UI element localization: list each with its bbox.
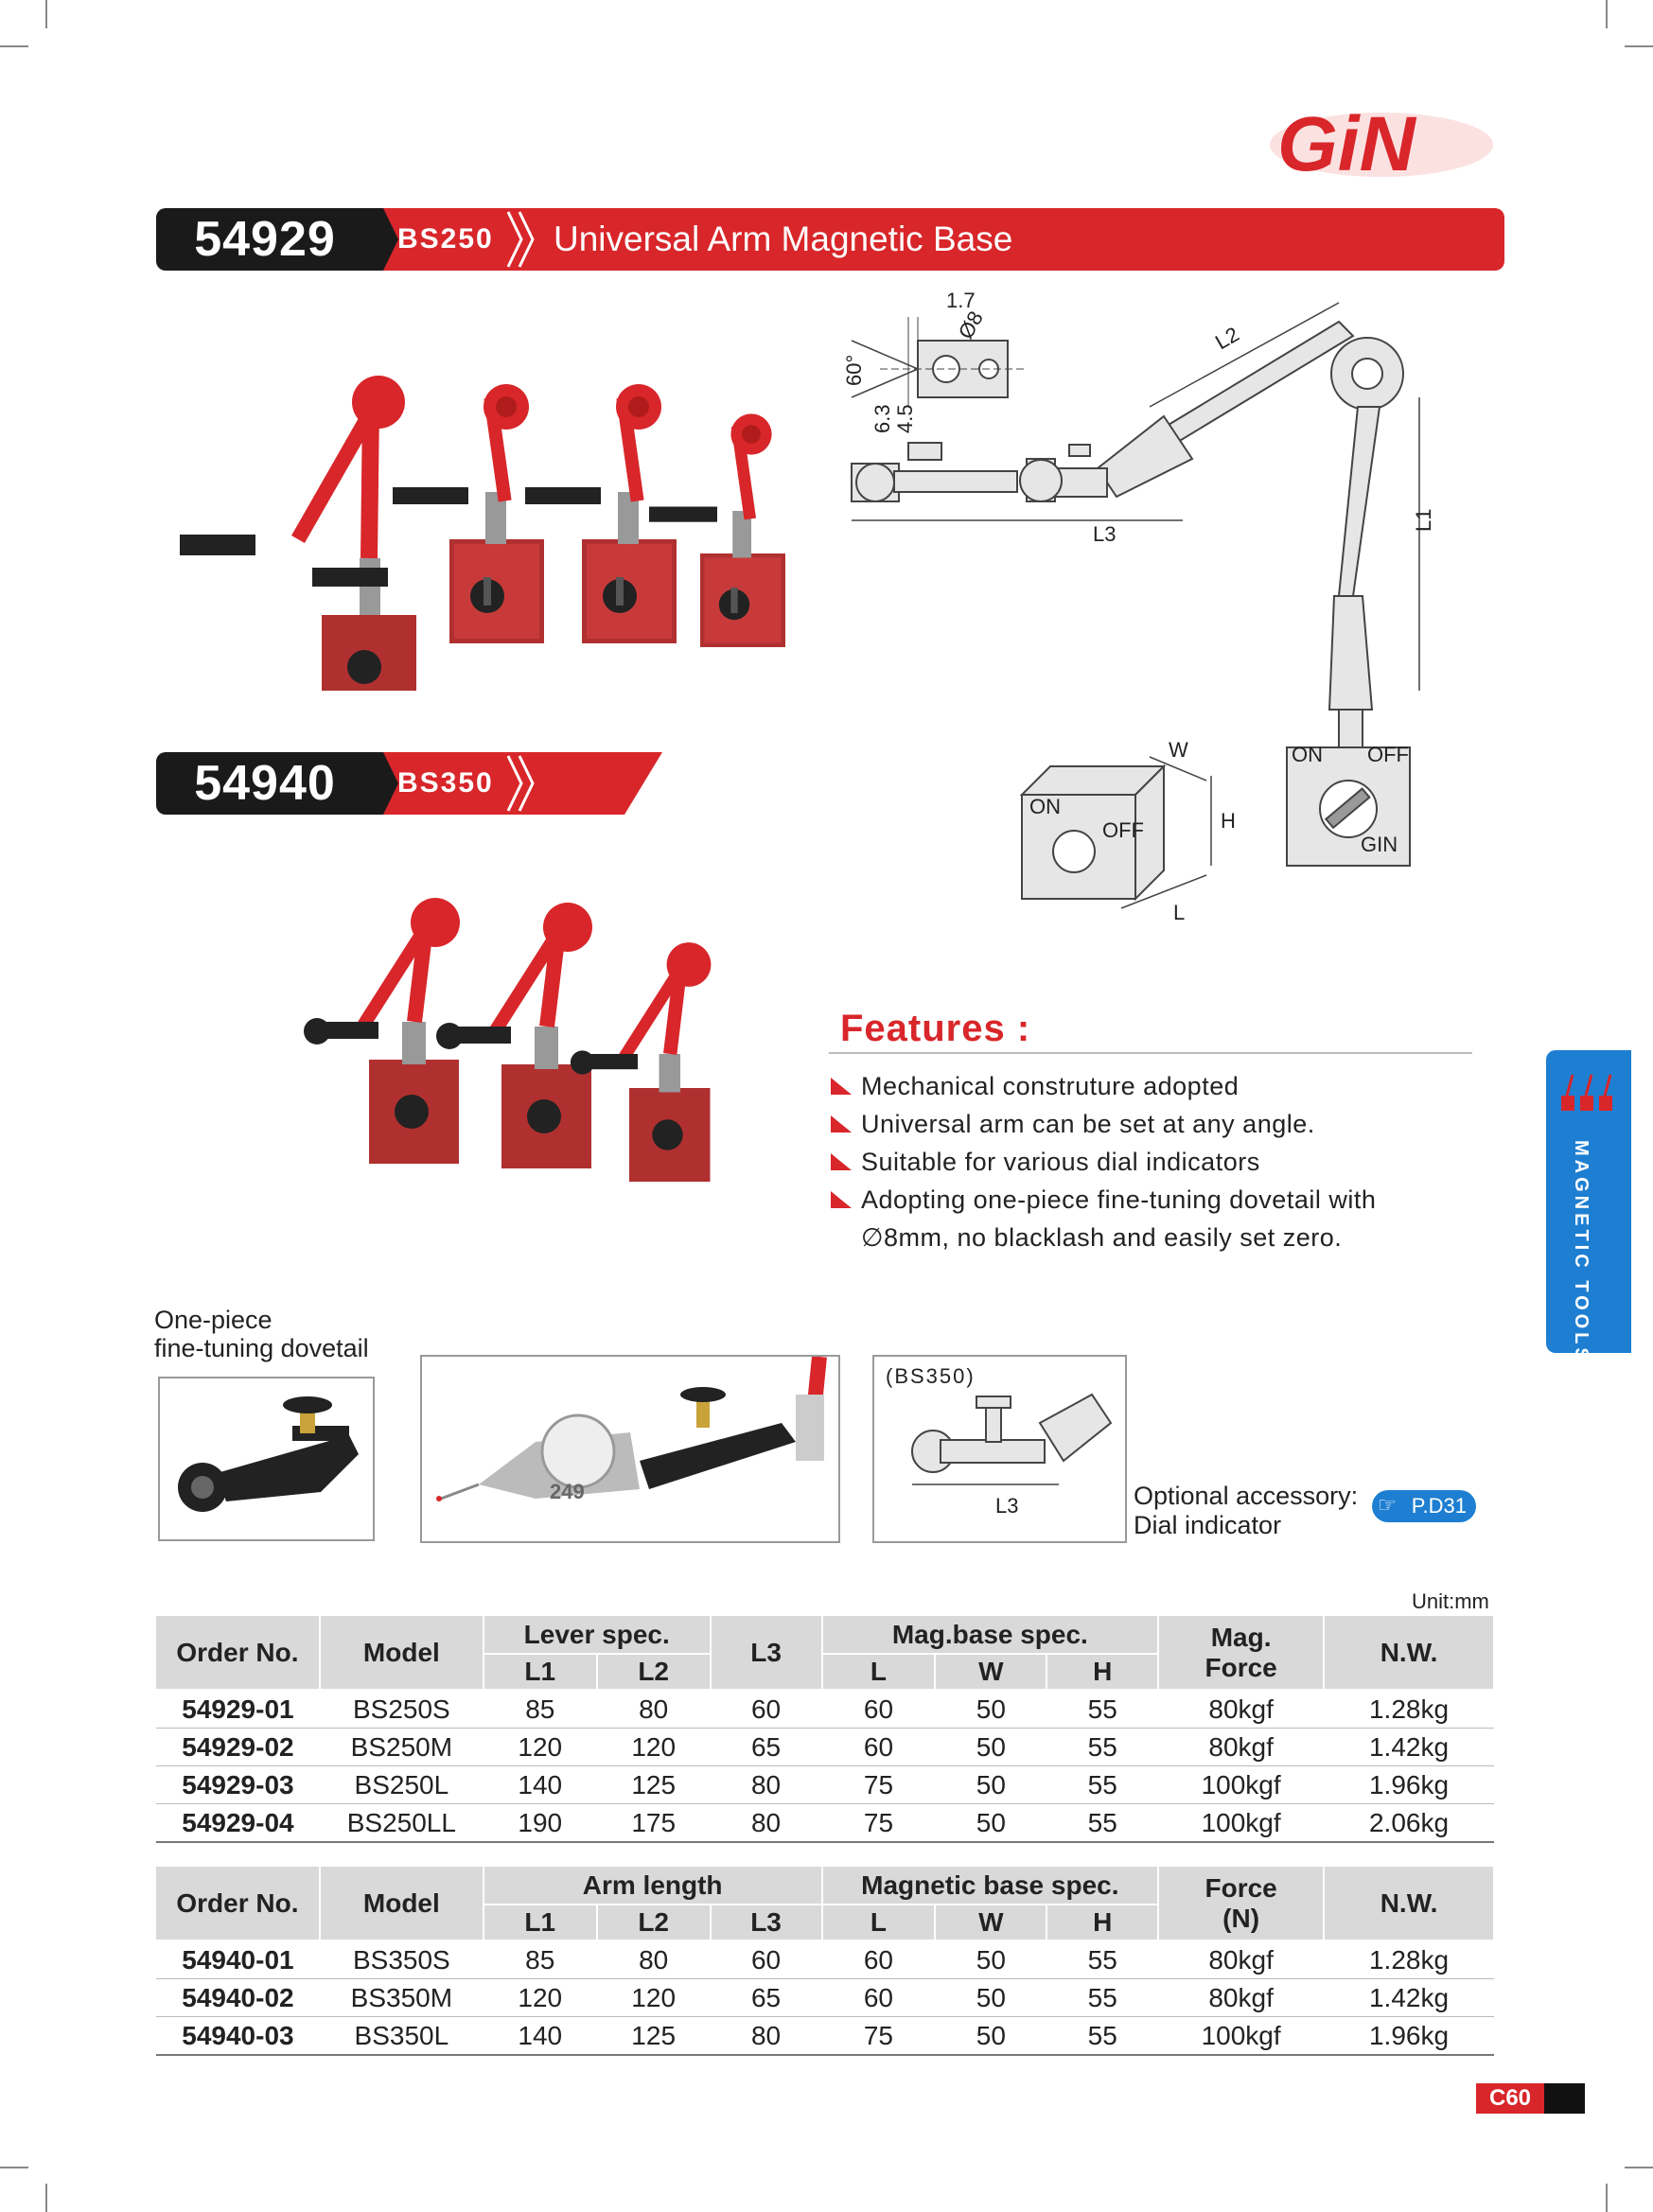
table-cell: 1.28kg [1324,1690,1494,1729]
table-row [156,1940,1494,1979]
magnetic-base-icon [1556,1069,1622,1116]
header-l3: L3 [711,1905,822,1940]
table-cell: 50 [935,1729,1046,1766]
table-cell: 60 [822,1729,936,1766]
page-reference-link[interactable] [1372,1490,1476,1522]
table-cell: 80 [711,1804,822,1843]
table-cell: 175 [597,1804,711,1843]
table-cell: 55 [1046,1979,1158,2017]
header-mag-base: Mag.base spec. [822,1616,1159,1654]
table-cell: 80 [711,1766,822,1804]
features-divider [829,1052,1472,1054]
chevron-icon [372,208,400,271]
table-cell: 80 [597,1940,711,1979]
table-cell: 50 [935,1940,1046,1979]
table-cell: 1.96kg [1324,1766,1494,1804]
crop-mark [1606,2184,1608,2212]
table-cell: 2.06kg [1324,1804,1494,1843]
header-nw: N.W. [1324,1616,1494,1690]
bs350-label: (BS350) [886,1364,976,1388]
pointing-hand-icon: ☞ [1378,1493,1397,1517]
table-row [156,1729,1494,1766]
feature-item: Universal arm can be set at any angle. [825,1105,1487,1143]
table-cell: 60 [711,1940,822,1979]
table-cell: BS350M [320,1979,484,2017]
table-cell: 54929-03 [156,1766,320,1804]
table-row [156,1690,1494,1729]
table-cell: 60 [822,1979,936,2017]
table-cell: 50 [935,1979,1046,2017]
dim-h: H [1221,809,1236,833]
table-cell: 55 [1046,1766,1158,1804]
on-label: ON [1029,795,1061,818]
table-cell: 1.42kg [1324,1979,1494,2017]
bullet-triangle-icon [831,1115,852,1132]
product-header-54929 [156,208,1504,271]
table-cell: BS350L [320,2017,484,2056]
feature-item: Mechanical construture adopted [825,1067,1487,1105]
dim-60-degree: 60° [842,354,866,386]
dim-l: L [1173,901,1186,924]
table-cell: 54940-02 [156,1979,320,2017]
dim-w: W [1169,738,1188,762]
table-row [156,1804,1494,1843]
model-name: BS350 [397,767,494,799]
header-l: L [822,1654,936,1690]
table-cell: BS350S [320,1940,484,1979]
table-cell: 80kgf [1158,1690,1324,1729]
table-cell: 54929-02 [156,1729,320,1766]
table-cell: 125 [597,2017,711,2056]
page-number-bar [1476,2083,1585,2114]
table-cell: 54929-01 [156,1690,320,1729]
table-row [156,1979,1494,2017]
indicator-photo [420,1355,840,1543]
header-w: W [935,1905,1046,1940]
indicator-value: 249 [550,1480,585,1503]
header-h: H [1046,1905,1158,1940]
product-title: Universal Arm Magnetic Base [554,219,1013,258]
optional-accessory: Optional accessory: Dial indicator [1134,1482,1359,1539]
table-cell: 80kgf [1158,1979,1324,2017]
bullet-triangle-icon [831,1191,852,1208]
crop-mark [1625,2167,1653,2168]
table-cell: BS250S [320,1690,484,1729]
order-number: 54929 [156,208,374,271]
table-cell: 120 [597,1729,711,1766]
table-cell: 1.28kg [1324,1940,1494,1979]
table-cell: 140 [484,1766,597,1804]
table-cell: 120 [597,1979,711,2017]
table-cell: 50 [935,2017,1046,2056]
header-l3: L3 [711,1616,822,1690]
technical-drawing [814,284,1476,937]
header-mag-base: Magnetic base spec. [822,1867,1159,1905]
dim-1-7: 1.7 [946,289,976,312]
spec-table-54929 [156,1616,1495,1843]
features-list [825,1067,1487,1256]
chevron-icon [372,752,400,815]
off-label: OFF [1367,743,1409,766]
product-photo-bs250 [180,312,880,691]
off-label: OFF [1102,818,1144,842]
header-nw: N.W. [1324,1867,1494,1940]
side-tab-label: MAGNETIC TOOLS [1571,1140,1591,1364]
header-w: W [935,1654,1046,1690]
table-cell: 85 [484,1940,597,1979]
header-lever: Lever spec. [484,1616,711,1654]
gin-label: GIN [1361,833,1398,856]
header-force: Mag. Force [1158,1616,1324,1690]
table-cell: 75 [822,1804,936,1843]
table-cell: 120 [484,1729,597,1766]
table-cell: 55 [1046,2017,1158,2056]
table-cell: 65 [711,1979,822,2017]
header-force: Force (N) [1158,1867,1324,1940]
crop-mark [0,2167,28,2168]
table-cell: 60 [822,1940,936,1979]
table-cell: 100kgf [1158,1766,1324,1804]
table-cell: 50 [935,1690,1046,1729]
table-cell: 80 [711,2017,822,2056]
feature-continuation: ∅8mm, no blacklash and easily set zero. [861,1223,1343,1252]
table-cell: 75 [822,2017,936,2056]
crop-mark [1606,0,1608,28]
bs350-diagram [872,1355,1127,1543]
header-h: H [1046,1654,1158,1690]
table-cell: 50 [935,1804,1046,1843]
feature-item: Suitable for various dial indicators [825,1143,1487,1181]
table-cell: 54929-04 [156,1804,320,1843]
dovetail-caption: One-piece fine-tuning dovetail [154,1306,369,1362]
on-label: ON [1292,743,1323,766]
table-cell: 55 [1046,1729,1158,1766]
table-cell: 100kgf [1158,2017,1324,2056]
header-arm-length: Arm length [484,1867,822,1905]
table-cell: 54940-01 [156,1940,320,1979]
header-l: L [822,1905,936,1940]
feature-item: Adopting one-piece fine-tuning dovetail with [825,1181,1487,1219]
header-l1: L1 [484,1654,597,1690]
section-side-tab[interactable] [1546,1050,1631,1364]
spec-table-54940 [156,1867,1495,2056]
table-cell: 60 [711,1690,822,1729]
dim-6-3: 6.3 [870,404,894,433]
table-cell: 55 [1046,1940,1158,1979]
table-cell: 50 [935,1766,1046,1804]
bullet-triangle-icon [831,1078,852,1095]
model-name: BS250 [397,223,494,255]
table-cell: 55 [1046,1804,1158,1843]
dim-l3: L3 [995,1494,1019,1518]
page-reference-label: P.D31 [1411,1494,1467,1518]
bullet-triangle-icon [831,1153,852,1170]
header-order: Order No. [156,1867,320,1940]
table-cell: 125 [597,1766,711,1804]
table-cell: 75 [822,1766,936,1804]
table-cell: 1.96kg [1324,2017,1494,2056]
crop-mark [1625,45,1653,47]
double-chevron-icon [504,208,542,271]
table-cell: 190 [484,1804,597,1843]
header-order: Order No. [156,1616,320,1690]
table-cell: 1.42kg [1324,1729,1494,1766]
double-chevron-icon [504,752,542,815]
table-cell: BS250LL [320,1804,484,1843]
dim-l1: L1 [1412,508,1435,532]
table-cell: 120 [484,1979,597,2017]
unit-label: Unit:mm [1412,1589,1489,1613]
product-photo-bs350 [208,885,738,1235]
dim-l3: L3 [1093,522,1117,546]
crop-mark [0,45,28,47]
table-cell: 54940-03 [156,2017,320,2056]
brand-logo [1268,99,1504,184]
table-cell: 85 [484,1690,597,1729]
table-cell: 80kgf [1158,1729,1324,1766]
table-cell: BS250M [320,1729,484,1766]
logo-text: GiN [1277,101,1416,184]
features-title: Features : [840,1008,1031,1049]
table-row [156,1766,1494,1804]
table-cell: 80kgf [1158,1940,1324,1979]
dim-4-5: 4.5 [893,404,917,433]
order-number: 54940 [156,752,374,815]
table-cell: 80 [597,1690,711,1729]
crop-mark [45,2184,47,2212]
table-cell: 60 [822,1690,936,1729]
dovetail-photo [158,1377,375,1541]
header-l2: L2 [597,1654,711,1690]
table-row [156,2017,1494,2056]
header-model: Model [320,1867,484,1940]
product-header-54940 [156,752,662,815]
table-cell: 55 [1046,1690,1158,1729]
dim-l2: L2 [1211,322,1243,355]
crop-mark [45,0,47,28]
page-number: C60 [1476,2083,1544,2114]
header-l1: L1 [484,1905,597,1940]
header-l2: L2 [597,1905,711,1940]
table-cell: 65 [711,1729,822,1766]
table-cell: 140 [484,2017,597,2056]
header-model: Model [320,1616,484,1690]
table-cell: BS250L [320,1766,484,1804]
dim-diameter-8: Ø8 [953,307,989,343]
table-cell: 100kgf [1158,1804,1324,1843]
